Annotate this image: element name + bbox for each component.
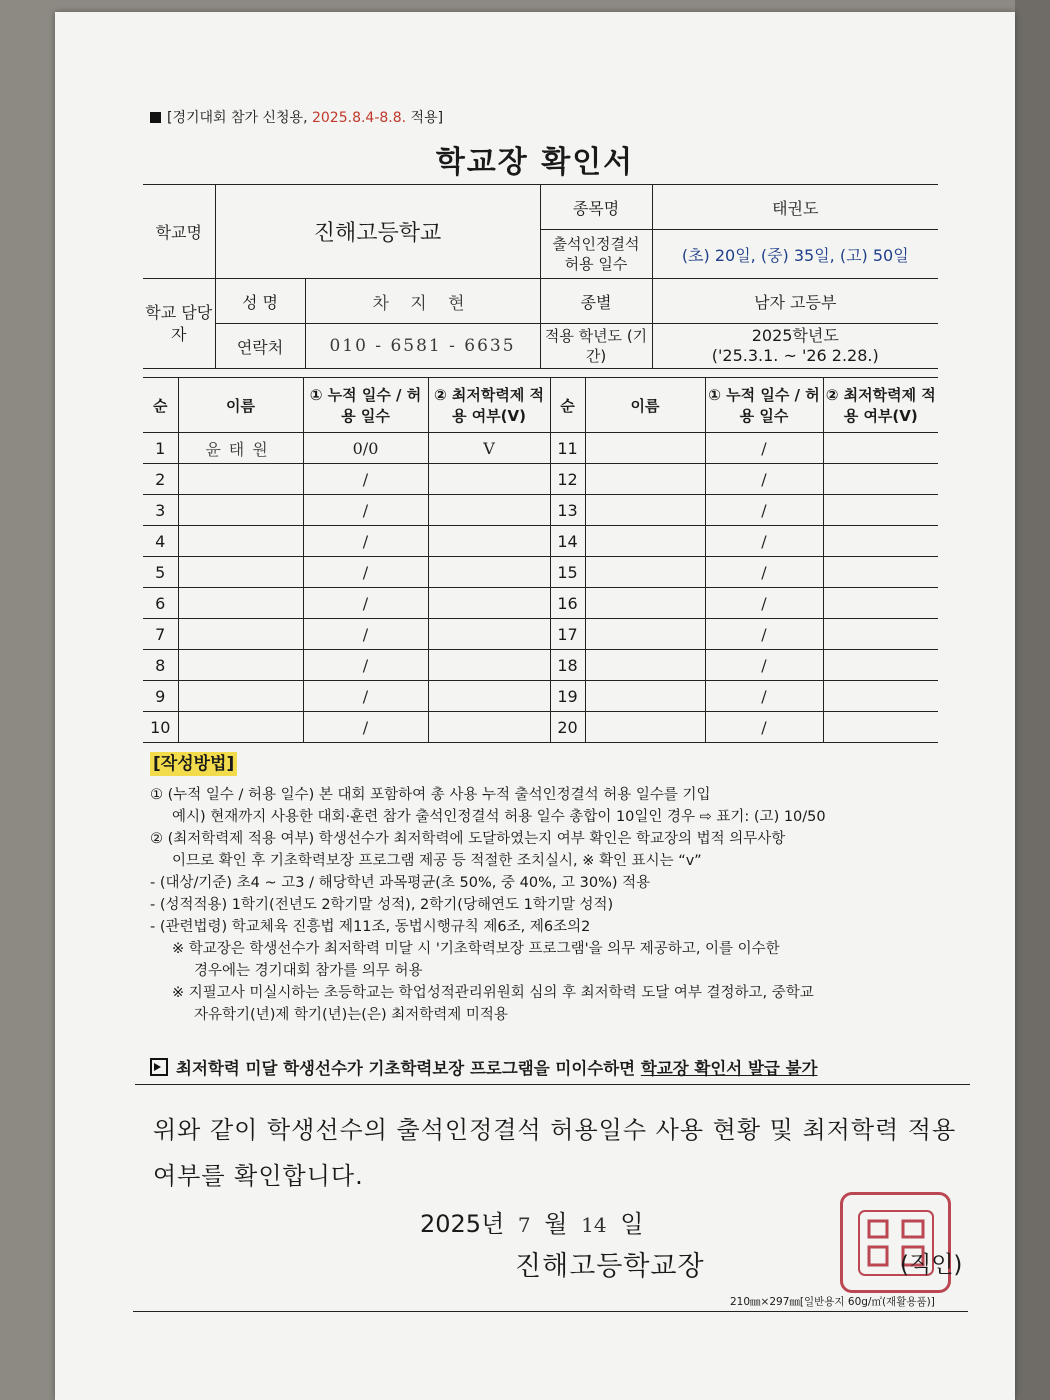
row-number: 13 (550, 495, 585, 526)
header-days-2: ① 누적 일수 / 허용 일수 (705, 378, 823, 433)
table-row (143, 526, 938, 557)
days-value: / (303, 619, 428, 650)
days-value: / (705, 433, 823, 464)
header-no-2: 순 (550, 378, 585, 433)
seal-label: (직인) (900, 1252, 963, 1278)
header-name-2: 이름 (585, 378, 705, 433)
divider (133, 1311, 968, 1312)
confirm-text: 위와 같이 학생선수의 출석인정결석 허용일수 사용 현황 및 최저학력 적용 여부를 확인합니다. (153, 1116, 957, 1190)
school-value: 진해고등학교 (215, 185, 540, 279)
method-line: 예시) 현재까지 사용한 대회·훈련 참가 출석인정결석 허용 일수 총합이 10일인 경우 ⇨ 표기: (고) 10/50 (172, 809, 826, 825)
days-value: / (705, 712, 823, 743)
table-row (143, 619, 938, 650)
check-value (823, 526, 938, 557)
table-row (143, 712, 938, 743)
athlete-name: 윤태원 (178, 433, 303, 464)
method-line: - (관련법령) 학교체육 진흥법 제11조, 동법시행규칙 제6조, 제6조의2 (150, 919, 591, 935)
row-number: 19 (550, 681, 585, 712)
athlete-name (178, 526, 303, 557)
athlete-name (178, 557, 303, 588)
allow-label: 출석인정결석 허용 일수 (540, 230, 652, 279)
check-value (823, 557, 938, 588)
table-row (143, 464, 938, 495)
check-value (823, 619, 938, 650)
method-tag: [작성방법] (150, 752, 237, 776)
days-value: / (303, 588, 428, 619)
method-line: - (성적적용) 1학기(전년도 2학기말 성적), 2학기(당해연도 1학기말 성적) (150, 897, 614, 913)
athlete-table (143, 377, 938, 743)
athlete-name (585, 681, 705, 712)
check-value (823, 681, 938, 712)
check-value (428, 712, 550, 743)
days-value: 0/0 (303, 433, 428, 464)
principal-name: 진해고등학교장 (515, 1251, 705, 1282)
writing-method (150, 752, 980, 1026)
method-line: 이므로 확인 후 기초학력보장 프로그램 제공 등 적절한 조치실시, ※ 확인 표시는 “v” (172, 853, 702, 869)
days-value: / (705, 588, 823, 619)
check-value (823, 433, 938, 464)
check-value (823, 650, 938, 681)
days-value: / (303, 712, 428, 743)
check-value (428, 650, 550, 681)
athlete-name (178, 712, 303, 743)
check-value (823, 495, 938, 526)
athlete-name (178, 681, 303, 712)
check-value (823, 588, 938, 619)
athlete-name (585, 557, 705, 588)
year-label: 적용 학년도 (기간) (540, 324, 652, 369)
athlete-name (585, 712, 705, 743)
table-row (143, 650, 938, 681)
divider (135, 1084, 970, 1085)
table-row (143, 433, 938, 464)
header-check-2: ② 최저학력제 적용 여부(V) (823, 378, 938, 433)
method-line: - (대상/기준) 초4 ~ 고3 / 해당학년 과목평균(초 50%, 중 40%, 고 30%) 적용 (150, 875, 651, 891)
document-page (55, 12, 1015, 1400)
row-number: 15 (550, 557, 585, 588)
days-value: / (705, 557, 823, 588)
check-value (428, 495, 550, 526)
school-label: 학교명 (143, 185, 215, 279)
check-value (428, 681, 550, 712)
row-number: 18 (550, 650, 585, 681)
athlete-name (178, 588, 303, 619)
sign-date: 2025년 7 월 14 일 (420, 1210, 644, 1238)
method-line: ※ 학교장은 학생선수가 최저학력 미달 시 '기초학력보장 프로그램'을 의무 제공하고, 이를 이수한 (172, 941, 780, 957)
athlete-name (178, 650, 303, 681)
athlete-name (585, 619, 705, 650)
athlete-name (585, 526, 705, 557)
contact-value: 010 - 6581 - 6635 (305, 324, 540, 369)
row-number: 17 (550, 619, 585, 650)
row-number: 14 (550, 526, 585, 557)
year-cell (652, 324, 938, 369)
check-value (428, 464, 550, 495)
table-row (143, 588, 938, 619)
row-number: 20 (550, 712, 585, 743)
header-no: 순 (143, 378, 178, 433)
final-note: 최저학력 미달 학생선수가 기초학력보장 프로그램을 미이수하면 학교장 확인서 발급 불가 (150, 1055, 817, 1079)
row-number: 6 (143, 588, 178, 619)
days-value: / (705, 619, 823, 650)
method-line: 경우에는 경기대회 참가를 의무 허용 (194, 963, 423, 979)
allow-value: (초) 20일, (중) 35일, (고) 50일 (652, 230, 938, 279)
name-label: 성 명 (215, 279, 305, 324)
method-line: 자유학기(년)제 학기(년)는(은) 최저학력제 미적용 (194, 1007, 508, 1023)
athlete-name (585, 495, 705, 526)
method-line: ② (최저학력제 적용 여부) 학생선수가 최저학력에 도달하였는지 여부 확인은 학교장의 법적 의무사항 (150, 831, 786, 847)
table-row (143, 495, 938, 526)
table-row (143, 681, 938, 712)
check-value: V (428, 433, 550, 464)
check-value (428, 588, 550, 619)
row-number: 16 (550, 588, 585, 619)
period-value: ('25.3.1. ~ '26 2.28.) (711, 346, 879, 365)
background-edge (1015, 0, 1050, 1400)
arrow-box-icon (150, 1058, 168, 1076)
row-number: 1 (143, 433, 178, 464)
athlete-name (178, 619, 303, 650)
info-table (143, 184, 938, 369)
days-value: / (303, 557, 428, 588)
check-value (823, 464, 938, 495)
days-value: / (705, 495, 823, 526)
days-value: / (705, 650, 823, 681)
header-note: [경기대회 참가 신청용, 2025.8.4-8.8. 적용] (150, 107, 443, 127)
check-value (428, 526, 550, 557)
days-value: / (303, 526, 428, 557)
check-value (428, 557, 550, 588)
athlete-name (585, 650, 705, 681)
manager-label: 학교 담당자 (143, 279, 215, 369)
table-row (143, 557, 938, 588)
row-number: 7 (143, 619, 178, 650)
days-value: / (303, 464, 428, 495)
header-days: ① 누적 일수 / 허용 일수 (303, 378, 428, 433)
square-bullet-icon (150, 112, 161, 123)
name-value: 차 지 현 (305, 279, 540, 324)
check-value (823, 712, 938, 743)
row-number: 3 (143, 495, 178, 526)
year-value: 2025학년도 (751, 326, 839, 345)
athlete-name (585, 464, 705, 495)
row-number: 4 (143, 526, 178, 557)
header-check: ② 최저학력제 적용 여부(V) (428, 378, 550, 433)
category-label: 종별 (540, 279, 652, 324)
days-value: / (705, 464, 823, 495)
athlete-name (178, 495, 303, 526)
header-name: 이름 (178, 378, 303, 433)
athlete-name (585, 433, 705, 464)
athlete-name (178, 464, 303, 495)
row-number: 10 (143, 712, 178, 743)
method-line: ① (누적 일수 / 허용 일수) 본 대회 포함하여 총 사용 누적 출석인정결석 허용 일수를 기입 (150, 787, 711, 803)
row-number: 12 (550, 464, 585, 495)
row-number: 9 (143, 681, 178, 712)
days-value: / (303, 495, 428, 526)
paper-spec: 210㎜×297㎜[일반용지 60g/㎡(재활용품)] (730, 1296, 935, 1308)
category-value: 남자 고등부 (652, 279, 938, 324)
days-value: / (705, 681, 823, 712)
days-value: / (303, 650, 428, 681)
row-number: 11 (550, 433, 585, 464)
contact-label: 연락처 (215, 324, 305, 369)
sport-value: 태권도 (652, 185, 938, 230)
page-title: 학교장 확인서 (435, 145, 635, 180)
days-value: / (705, 526, 823, 557)
row-number: 5 (143, 557, 178, 588)
row-number: 2 (143, 464, 178, 495)
row-number: 8 (143, 650, 178, 681)
athlete-name (585, 588, 705, 619)
check-value (428, 619, 550, 650)
method-line: ※ 지필고사 미실시하는 초등학교는 학업성적관리위원회 심의 후 최저학력 도달 여부 결정하고, 중학교 (172, 985, 814, 1001)
days-value: / (303, 681, 428, 712)
sport-label: 종목명 (540, 185, 652, 230)
